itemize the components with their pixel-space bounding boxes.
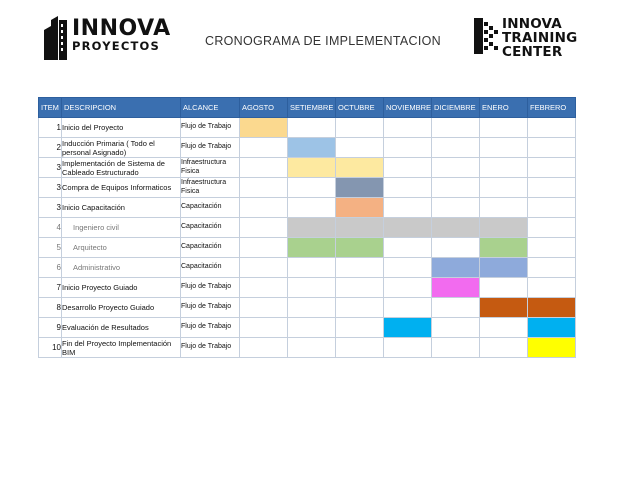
column-header-enero: ENERO	[480, 98, 528, 118]
month-cell	[336, 178, 384, 198]
month-cell	[432, 158, 480, 178]
logo-right-line3: CENTER	[502, 44, 563, 60]
month-cell	[528, 338, 576, 358]
month-cell	[240, 258, 288, 278]
month-cell	[336, 258, 384, 278]
month-cell	[336, 218, 384, 238]
building-logo-icon	[42, 16, 70, 60]
description-cell: Evaluación de Resultados	[62, 318, 181, 338]
month-cell	[384, 218, 432, 238]
month-cell	[288, 238, 336, 258]
description-cell: Fin del Proyecto Implementación BIM	[62, 338, 181, 358]
alcance-cell: Flujo de Trabajo	[181, 318, 240, 338]
item-number: 7	[39, 278, 62, 298]
month-cell	[288, 178, 336, 198]
month-cell	[288, 158, 336, 178]
month-cell	[384, 298, 432, 318]
alcance-cell: Flujo de Trabajo	[181, 118, 240, 138]
month-cell	[240, 198, 288, 218]
description-cell: Administrativo	[62, 258, 181, 278]
month-cell	[480, 118, 528, 138]
month-cell	[528, 278, 576, 298]
pixel-logo-icon	[470, 16, 500, 56]
month-cell	[240, 298, 288, 318]
table-row	[39, 258, 576, 278]
alcance-cell: Capacitación	[181, 258, 240, 278]
alcance-cell: Flujo de Trabajo	[181, 298, 240, 318]
month-cell	[288, 278, 336, 298]
logo-right-line2: TRAINING	[502, 30, 578, 46]
month-cell	[480, 258, 528, 278]
description-cell: Desarrollo Proyecto Guiado	[62, 298, 181, 318]
table-row	[39, 338, 576, 358]
month-cell	[432, 118, 480, 138]
month-cell	[240, 138, 288, 158]
alcance-cell: Flujo de Trabajo	[181, 338, 240, 358]
month-cell	[336, 198, 384, 218]
month-cell	[432, 338, 480, 358]
item-number: 8	[39, 298, 62, 318]
month-cell	[288, 258, 336, 278]
description-cell: Inicio Proyecto Guiado	[62, 278, 181, 298]
month-cell	[432, 198, 480, 218]
month-cell	[384, 338, 432, 358]
logo-left-subtitle: PROYECTOS	[72, 39, 160, 53]
month-cell	[528, 298, 576, 318]
month-cell	[384, 318, 432, 338]
month-cell	[384, 138, 432, 158]
month-cell	[432, 238, 480, 258]
alcance-cell: Capacitación	[181, 198, 240, 218]
column-header-descripcion: DESCRIPCION	[62, 98, 181, 118]
month-cell	[240, 238, 288, 258]
month-cell	[336, 318, 384, 338]
month-cell	[528, 258, 576, 278]
month-cell	[432, 218, 480, 238]
month-cell	[240, 278, 288, 298]
month-cell	[480, 218, 528, 238]
month-cell	[480, 298, 528, 318]
table-row	[39, 278, 576, 298]
month-cell	[480, 178, 528, 198]
description-cell: Compra de Equipos Informaticos	[62, 178, 181, 198]
month-cell	[432, 258, 480, 278]
month-cell	[528, 118, 576, 138]
column-header-alcance: ALCANCE	[181, 98, 240, 118]
month-cell	[384, 238, 432, 258]
logo-left-name: INNOVA	[72, 16, 171, 41]
description-cell: Inicio del Proyecto	[62, 118, 181, 138]
month-cell	[432, 278, 480, 298]
table-header-row	[39, 98, 576, 118]
table-row	[39, 198, 576, 218]
month-cell	[288, 118, 336, 138]
month-cell	[480, 238, 528, 258]
column-header-setiembre: SETIEMBRE	[288, 98, 336, 118]
description-cell: Implementación de Sistema de Cableado Estructurado	[62, 158, 181, 178]
month-cell	[240, 318, 288, 338]
month-cell	[384, 178, 432, 198]
item-number: 3	[39, 178, 62, 198]
alcance-cell: Capacitación	[181, 218, 240, 238]
item-number: 4	[39, 218, 62, 238]
column-header-octubre: OCTUBRE	[336, 98, 384, 118]
month-cell	[240, 158, 288, 178]
description-cell: Arquitecto	[62, 238, 181, 258]
month-cell	[432, 138, 480, 158]
item-number: 5	[39, 238, 62, 258]
month-cell	[480, 278, 528, 298]
table-row	[39, 218, 576, 238]
month-cell	[240, 338, 288, 358]
logo-right-line1: INNOVA	[502, 16, 562, 32]
month-cell	[528, 178, 576, 198]
month-cell	[384, 258, 432, 278]
item-number: 9	[39, 318, 62, 338]
month-cell	[480, 158, 528, 178]
month-cell	[480, 338, 528, 358]
month-cell	[480, 198, 528, 218]
schedule-table	[38, 97, 576, 358]
month-cell	[336, 158, 384, 178]
month-cell	[384, 158, 432, 178]
month-cell	[384, 198, 432, 218]
month-cell	[288, 338, 336, 358]
description-cell: Ingeniero civil	[62, 218, 181, 238]
month-cell	[288, 318, 336, 338]
month-cell	[336, 278, 384, 298]
item-number: 2	[39, 138, 62, 158]
item-number: 6	[39, 258, 62, 278]
column-header-item: ITEM	[39, 98, 62, 118]
table-row	[39, 318, 576, 338]
item-number: 3	[39, 158, 62, 178]
month-cell	[480, 138, 528, 158]
month-cell	[336, 118, 384, 138]
column-header-agosto: AGOSTO	[240, 98, 288, 118]
table-row	[39, 298, 576, 318]
alcance-cell: Flujo de Trabajo	[181, 138, 240, 158]
alcance-cell: Infraestructura Fisica	[181, 178, 240, 198]
item-number: 1	[39, 118, 62, 138]
month-cell	[336, 338, 384, 358]
month-cell	[528, 158, 576, 178]
month-cell	[528, 218, 576, 238]
item-number: 3	[39, 198, 62, 218]
month-cell	[528, 318, 576, 338]
alcance-cell: Flujo de Trabajo	[181, 278, 240, 298]
month-cell	[288, 198, 336, 218]
month-cell	[528, 138, 576, 158]
month-cell	[432, 178, 480, 198]
month-cell	[336, 138, 384, 158]
month-cell	[384, 278, 432, 298]
month-cell	[528, 198, 576, 218]
column-header-diciembre: DICIEMBRE	[432, 98, 480, 118]
document-title: CRONOGRAMA DE IMPLEMENTACION	[205, 34, 441, 48]
month-cell	[288, 298, 336, 318]
table-row	[39, 118, 576, 138]
table-row	[39, 158, 576, 178]
month-cell	[432, 318, 480, 338]
month-cell	[336, 238, 384, 258]
alcance-cell: Infraestructura Fisica	[181, 158, 240, 178]
month-cell	[240, 118, 288, 138]
description-cell: Inducción Primaria ( Todo el personal Asignado)	[62, 138, 181, 158]
item-number: 10	[39, 338, 62, 358]
month-cell	[288, 218, 336, 238]
month-cell	[288, 138, 336, 158]
alcance-cell: Capacitación	[181, 238, 240, 258]
month-cell	[240, 178, 288, 198]
month-cell	[240, 218, 288, 238]
month-cell	[528, 238, 576, 258]
table-row	[39, 238, 576, 258]
column-header-febrero: FEBRERO	[528, 98, 576, 118]
column-header-noviembre: NOVIEMBRE	[384, 98, 432, 118]
month-cell	[384, 118, 432, 138]
table-row	[39, 178, 576, 198]
month-cell	[480, 318, 528, 338]
table-row	[39, 138, 576, 158]
month-cell	[432, 298, 480, 318]
innova-proyectos-logo	[42, 16, 171, 62]
month-cell	[336, 298, 384, 318]
description-cell: Inicio Capacitación	[62, 198, 181, 218]
innova-training-center-logo	[470, 16, 590, 66]
